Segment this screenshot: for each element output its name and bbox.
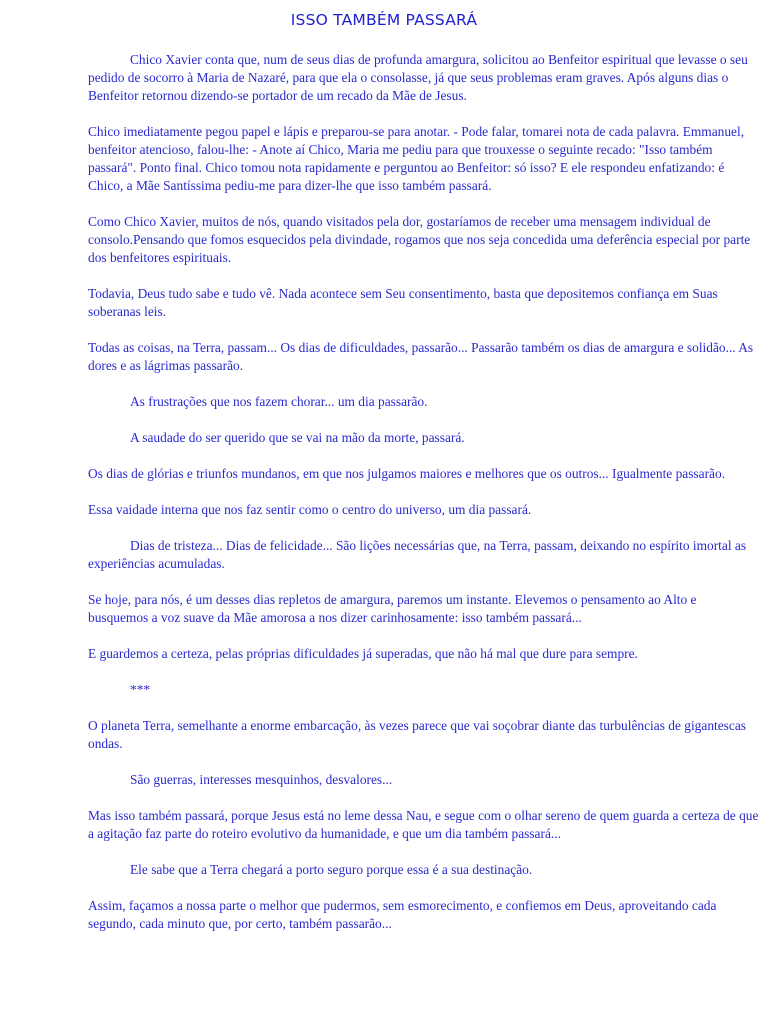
paragraph-8: Os dias de glórias e triunfos mundanos, em que nos julgamos maiores e melhores que os outros... Igualmente passarão.: [88, 466, 726, 481]
paragraph-15: Mas isso também passará, porque Jesus está no leme dessa Nau, e segue com o olhar sereno de quem guarda a certeza de que a agitação faz parte do roteiro evolutivo da humanidade, e que um dia também passará...: [88, 808, 759, 841]
section-separator: ***: [130, 682, 151, 697]
paragraph-14: São guerras, interesses mesquinhos, desvalores...: [130, 772, 393, 787]
paragraph-7: A saudade do ser querido que se vai na mão da morte, passará.: [130, 430, 465, 445]
paragraph-11: Se hoje, para nós, é um desses dias repletos de amargura, paremos um instante. Elevemos o pensamento ao Alto e busquemos a voz suave da Mãe amorosa a nos dizer carinhosamente: isso também passará...: [88, 592, 697, 625]
paragraph-4: Todavia, Deus tudo sabe e tudo vê. Nada acontece sem Seu consentimento, basta que depositemos confiança em Suas soberanas leis.: [88, 286, 718, 319]
document-title: ISSO TAMBÉM PASSARÁ: [290, 11, 478, 29]
paragraph-3: Como Chico Xavier, muitos de nós, quando visitados pela dor, gostaríamos de receber uma mensagem individual de consolo.Pensando que fomos esquecidos pela divindade, rogamos que nos seja concedida uma deferência especial por parte dos benfeitores espirituais.: [88, 214, 751, 265]
paragraph-9: Essa vaidade interna que nos faz sentir como o centro do universo, um dia passará.: [88, 502, 532, 517]
paragraph-1: Chico Xavier conta que, num de seus dias de profunda amargura, solicitou ao Benfeitor espiritual que levasse o seu pedido de socorro à Maria de Nazaré, para que ela o consolasse, já que seus problemas eram graves. Após alguns dias o Benfeitor retornou dizendo-se portador de um recado da Mãe de Jesus.: [88, 52, 748, 103]
paragraph-10: Dias de tristeza... Dias de felicidade... São lições necessárias que, na Terra, passam, deixando no espírito imortal as experiências acumuladas.: [88, 538, 747, 571]
paragraph-12: E guardemos a certeza, pelas próprias dificuldades já superadas, que não há mal que dure para sempre.: [88, 646, 638, 661]
paragraph-6: As frustrações que nos fazem chorar... um dia passarão.: [130, 394, 428, 409]
document-body: [88, 51, 760, 951]
paragraph-5: Todas as coisas, na Terra, passam... Os dias de dificuldades, passarão... Passarão também os dias de amargura e solidão... As dores e as lágrimas passarão.: [88, 340, 754, 373]
paragraph-16: Ele sabe que a Terra chegará a porto seguro porque essa é a sua destinação.: [130, 862, 533, 877]
paragraph-13: O planeta Terra, semelhante a enorme embarcação, às vezes parece que vai soçobrar diante das turbulências de gigantescas ondas.: [88, 718, 746, 751]
paragraph-2: Chico imediatamente pegou papel e lápis e preparou-se para anotar. - Pode falar, tomarei nota de cada palavra. Emmanuel, benfeitor atencioso, falou-lhe: - Anote aí Chico, Maria me pediu para que trouxesse o seguinte recado: "Isso também passará". Ponto final. Chico tomou nota rapidamente e perguntou ao Benfeitor: só isso? E ele respondeu enfatizando: é Chico, a Mãe Santíssima pediu-me para dizer-lhe que isso também passará.: [88, 124, 745, 193]
paragraph-17: Assim, façamos a nossa parte o melhor que pudermos, sem esmorecimento, e confiemos em Deus, aproveitando cada segundo, cada minuto que, por certo, também passarão...: [88, 898, 717, 931]
